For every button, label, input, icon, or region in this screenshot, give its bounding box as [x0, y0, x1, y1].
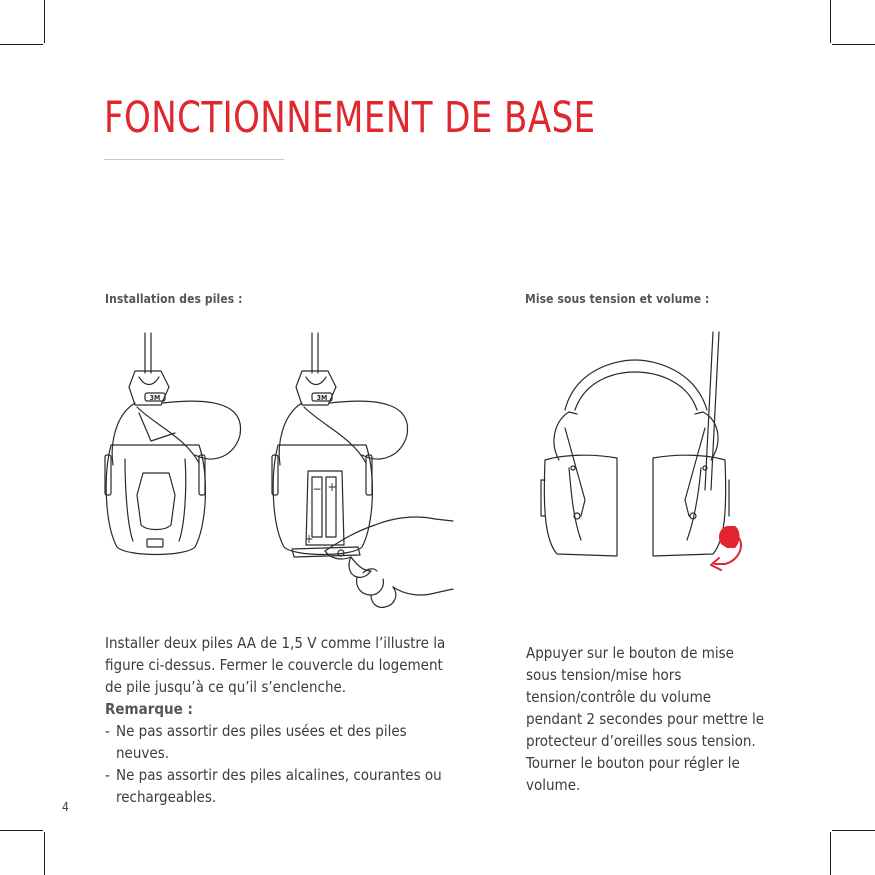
crop-mark — [0, 44, 43, 45]
crop-mark — [44, 832, 45, 875]
list-item: - Ne pas assortir des piles usées et des piles neuves. — [105, 722, 407, 762]
page-title: FONCTIONNEMENT DE BASE — [104, 93, 596, 143]
power-volume-illustration — [535, 330, 755, 580]
brand-logo-3m: 3M — [149, 394, 161, 402]
battery-instructions — [105, 632, 457, 808]
note-text: Ne pas assortir des piles alcalines, courantes ou rechargeables. — [116, 766, 442, 806]
headset-front-view-icon — [541, 332, 729, 556]
crop-mark — [832, 830, 875, 831]
power-section-heading: Mise sous tension et volume : — [525, 292, 710, 306]
power-instructions-text: Appuyer sur le bouton de mise sous tension/mise hors tension/contrôle du volume pendant 2 secondes pour mettre le protecteur d’oreilles sous tension. Tourner le bouton pour régler le volume. — [526, 644, 765, 794]
crop-mark — [830, 832, 831, 875]
crop-mark — [832, 44, 875, 45]
page-number: 4 — [62, 800, 69, 814]
battery-section-heading: Installation des piles : — [105, 292, 243, 306]
power-instructions — [526, 642, 766, 796]
volume-knob-icon — [711, 526, 741, 570]
note-list — [105, 720, 457, 808]
note-title: Remarque : — [105, 700, 193, 718]
crop-mark — [44, 0, 45, 43]
headset-left-view-icon — [105, 333, 241, 555]
battery-plus-symbol: + — [327, 480, 337, 494]
brand-logo-3m: 3M — [316, 394, 328, 402]
battery-installation-illustration — [95, 325, 455, 610]
battery-plus-symbol: + — [304, 532, 314, 546]
headset-right-view-icon — [272, 333, 408, 557]
battery-minus-symbol: − — [312, 482, 322, 496]
title-divider — [104, 159, 284, 160]
list-item: - Ne pas assortir des piles alcalines, courantes ou rechargeables. — [105, 766, 442, 806]
crop-mark — [0, 830, 43, 831]
note-text: Ne pas assortir des piles usées et des piles neuves. — [116, 722, 407, 762]
crop-mark — [830, 0, 831, 43]
battery-instructions-text: Installer deux piles AA de 1,5 V comme l’illustre la figure ci-dessus. Fermer le couvercle du logement de pile jusqu’à ce qu’il s’enclenche. — [105, 634, 446, 696]
